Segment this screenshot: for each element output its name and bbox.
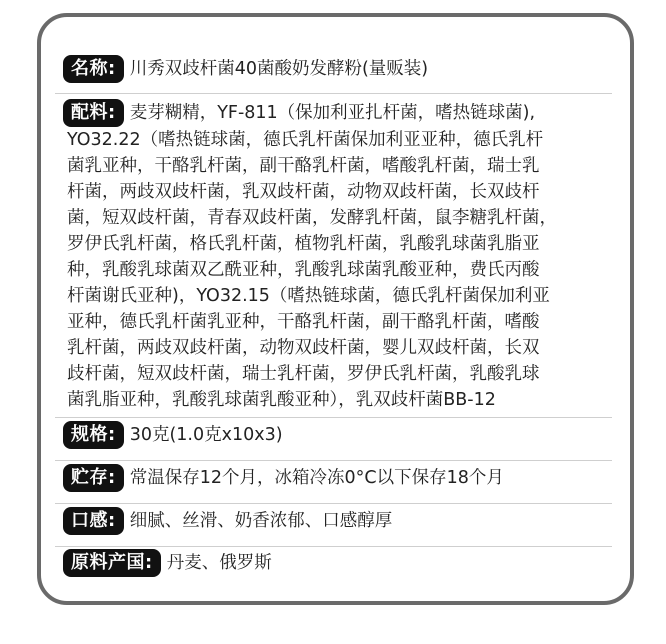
ingredients-line: 罗伊氏乳杆菌，格氏乳杆菌，植物乳杆菌，乳酸乳球菌乳脂亚 xyxy=(67,234,540,254)
ingredients-line: 麦芽糊精，YF-811（保加利亚扎杆菌，嗜热链球菌), xyxy=(129,103,536,123)
product-info-card xyxy=(37,13,634,605)
divider xyxy=(55,546,612,547)
ingredients-line: 歧杆菌，短双歧杆菌，瑞士乳杆菌，罗伊氏乳杆菌，乳酸乳球 xyxy=(67,364,540,384)
ingredients-first-row xyxy=(63,99,620,127)
storage-value: 常温保存12个月，冰箱冷冻0°C以下保存18个月 xyxy=(129,468,504,488)
taste-label: 口感: xyxy=(63,507,124,535)
storage-row xyxy=(63,464,620,492)
origin-value: 丹麦、俄罗斯 xyxy=(166,553,272,573)
storage-label: 贮存: xyxy=(63,464,124,492)
origin-row xyxy=(63,549,620,577)
divider xyxy=(55,460,612,461)
name-row xyxy=(63,55,620,83)
ingredients-line: 种，乳酸乳球菌双乙酰亚种，乳酸乳球菌乳酸亚种，费氏丙酸 xyxy=(67,260,540,280)
taste-value: 细腻、丝滑、奶香浓郁、口感醇厚 xyxy=(129,511,393,531)
spec-value: 30克(1.0克x10x3) xyxy=(129,425,283,445)
ingredients-line: 菌乳亚种，干酪乳杆菌，副干酪乳杆菌，嗜酸乳杆菌，瑞士乳 xyxy=(67,156,540,176)
spec-label: 规格: xyxy=(63,421,124,449)
ingredients-line: 菌乳脂亚种，乳酸乳球菌乳酸亚种），乳双歧杆菌BB-12 xyxy=(67,390,496,410)
divider xyxy=(55,417,612,418)
divider xyxy=(55,93,612,94)
ingredients-line: 亚种，德氏乳杆菌乳亚种，干酪乳杆菌，副干酪乳杆菌，嗜酸 xyxy=(67,312,540,332)
ingredients-label: 配料: xyxy=(63,99,124,127)
ingredients-line: YO32.22（嗜热链球菌，德氏乳杆菌保加利亚亚种，德氏乳杆 xyxy=(67,130,544,150)
spec-row xyxy=(63,421,620,449)
name-value: 川秀双歧杆菌40菌酸奶发酵粉(量贩装) xyxy=(129,59,429,79)
divider xyxy=(55,503,612,504)
taste-row xyxy=(63,507,620,535)
origin-label: 原料产国: xyxy=(63,549,161,577)
ingredients-line: 杆菌，两歧双歧杆菌，乳双歧杆菌，动物双歧杆菌，长双歧杆 xyxy=(67,182,540,202)
ingredients-line: 菌，短双歧杆菌，青春双歧杆菌，发酵乳杆菌，鼠李糖乳杆菌， xyxy=(67,208,557,228)
ingredients-line: 杆菌谢氏亚种)，YO32.15（嗜热链球菌，德氏乳杆菌保加利亚 xyxy=(67,286,550,306)
ingredients-line: 乳杆菌，两歧双歧杆菌，动物双歧杆菌，婴儿双歧杆菌，长双 xyxy=(67,338,540,358)
name-label: 名称: xyxy=(63,55,124,83)
